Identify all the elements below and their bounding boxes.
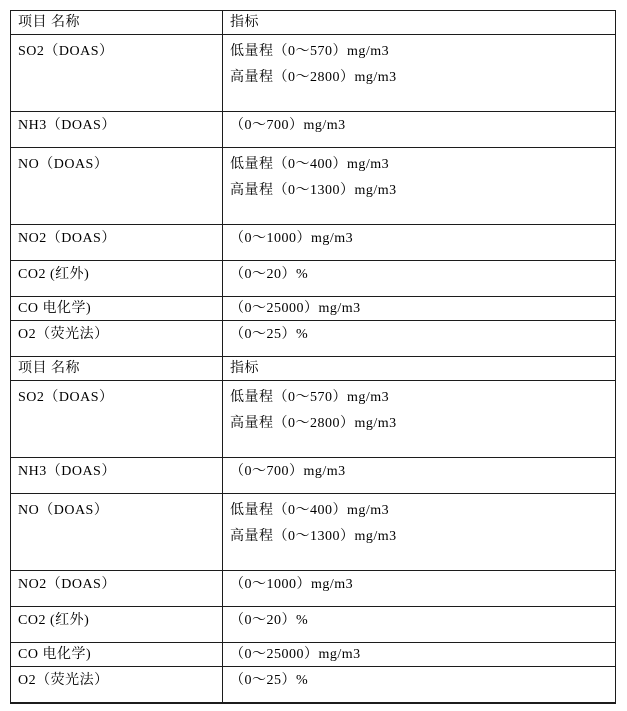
spec-line: （0～700）mg/m3 (230, 118, 346, 133)
spec-cell (223, 148, 616, 225)
project-name-cell: NH3（DOAS） (11, 112, 223, 148)
spec-cell (223, 112, 616, 148)
spec-cell (223, 643, 616, 667)
spec-line: （0～1000）mg/m3 (230, 231, 354, 246)
table-row (11, 458, 616, 494)
project-name-cell: NO2（DOAS） (11, 571, 223, 607)
spec-line: （0～25000）mg/m3 (230, 647, 361, 662)
project-name-cell: NO（DOAS） (11, 494, 223, 571)
table-row (11, 297, 616, 321)
project-name-cell: CO2 (红外) (11, 607, 223, 643)
header-cell-indicator: 指标 (223, 357, 616, 381)
spec-cell (223, 571, 616, 607)
project-name-cell: NO2（DOAS） (11, 225, 223, 261)
project-name-cell: CO 电化学) (11, 297, 223, 321)
spec-line: （0～20）% (230, 267, 309, 282)
spec-cell (223, 261, 616, 297)
project-name-cell: O2（荧光法） (11, 321, 223, 357)
table-row (11, 261, 616, 297)
spec-cell (223, 494, 616, 571)
spec-line: 高量程（0～2800）mg/m3 (230, 416, 397, 431)
table-row (11, 667, 616, 703)
header-row (11, 357, 616, 381)
header-cell-indicator: 指标 (223, 11, 616, 35)
table-row (11, 571, 616, 607)
project-name-cell: NO（DOAS） (11, 148, 223, 225)
table-row (11, 494, 616, 571)
spec-line: 低量程（0～400）mg/m3 (230, 503, 390, 518)
spec-line: 高量程（0～1300）mg/m3 (230, 529, 397, 544)
table-row (11, 148, 616, 225)
spec-cell (223, 297, 616, 321)
table-row (11, 607, 616, 643)
spec-line: （0～25）% (230, 327, 309, 342)
spec-line: （0～25000）mg/m3 (230, 301, 361, 316)
spec-cell (223, 381, 616, 458)
header-row (11, 11, 616, 35)
spec-cell (223, 35, 616, 112)
table-row (11, 35, 616, 112)
spec-cell (223, 321, 616, 357)
spec-line: （0～25）% (230, 673, 309, 688)
spec-line: 高量程（0～2800）mg/m3 (230, 70, 397, 85)
table-row (11, 225, 616, 261)
table-row (11, 321, 616, 357)
spec-line: （0～20）% (230, 613, 309, 628)
header-cell-project: 项目 名称 (11, 357, 223, 381)
table-row (11, 381, 616, 458)
spec-cell (223, 458, 616, 494)
spec-table-body (11, 11, 616, 703)
spec-line: （0～1000）mg/m3 (230, 577, 354, 592)
spec-line: 低量程（0～400）mg/m3 (230, 157, 390, 172)
project-name-cell: NH3（DOAS） (11, 458, 223, 494)
spec-line: 低量程（0～570）mg/m3 (230, 44, 390, 59)
document-page (10, 10, 616, 704)
spec-cell (223, 667, 616, 703)
project-name-cell: CO2 (红外) (11, 261, 223, 297)
spec-line: 高量程（0～1300）mg/m3 (230, 183, 397, 198)
spec-cell (223, 225, 616, 261)
project-name-cell: SO2（DOAS） (11, 35, 223, 112)
project-name-cell: O2（荧光法） (11, 667, 223, 703)
spec-line: 低量程（0～570）mg/m3 (230, 390, 390, 405)
header-cell-project: 项目 名称 (11, 11, 223, 35)
table-row (11, 643, 616, 667)
spec-cell (223, 607, 616, 643)
project-name-cell: CO 电化学) (11, 643, 223, 667)
project-name-cell: SO2（DOAS） (11, 381, 223, 458)
spec-line: （0～700）mg/m3 (230, 464, 346, 479)
spec-table (10, 10, 616, 704)
table-row (11, 112, 616, 148)
